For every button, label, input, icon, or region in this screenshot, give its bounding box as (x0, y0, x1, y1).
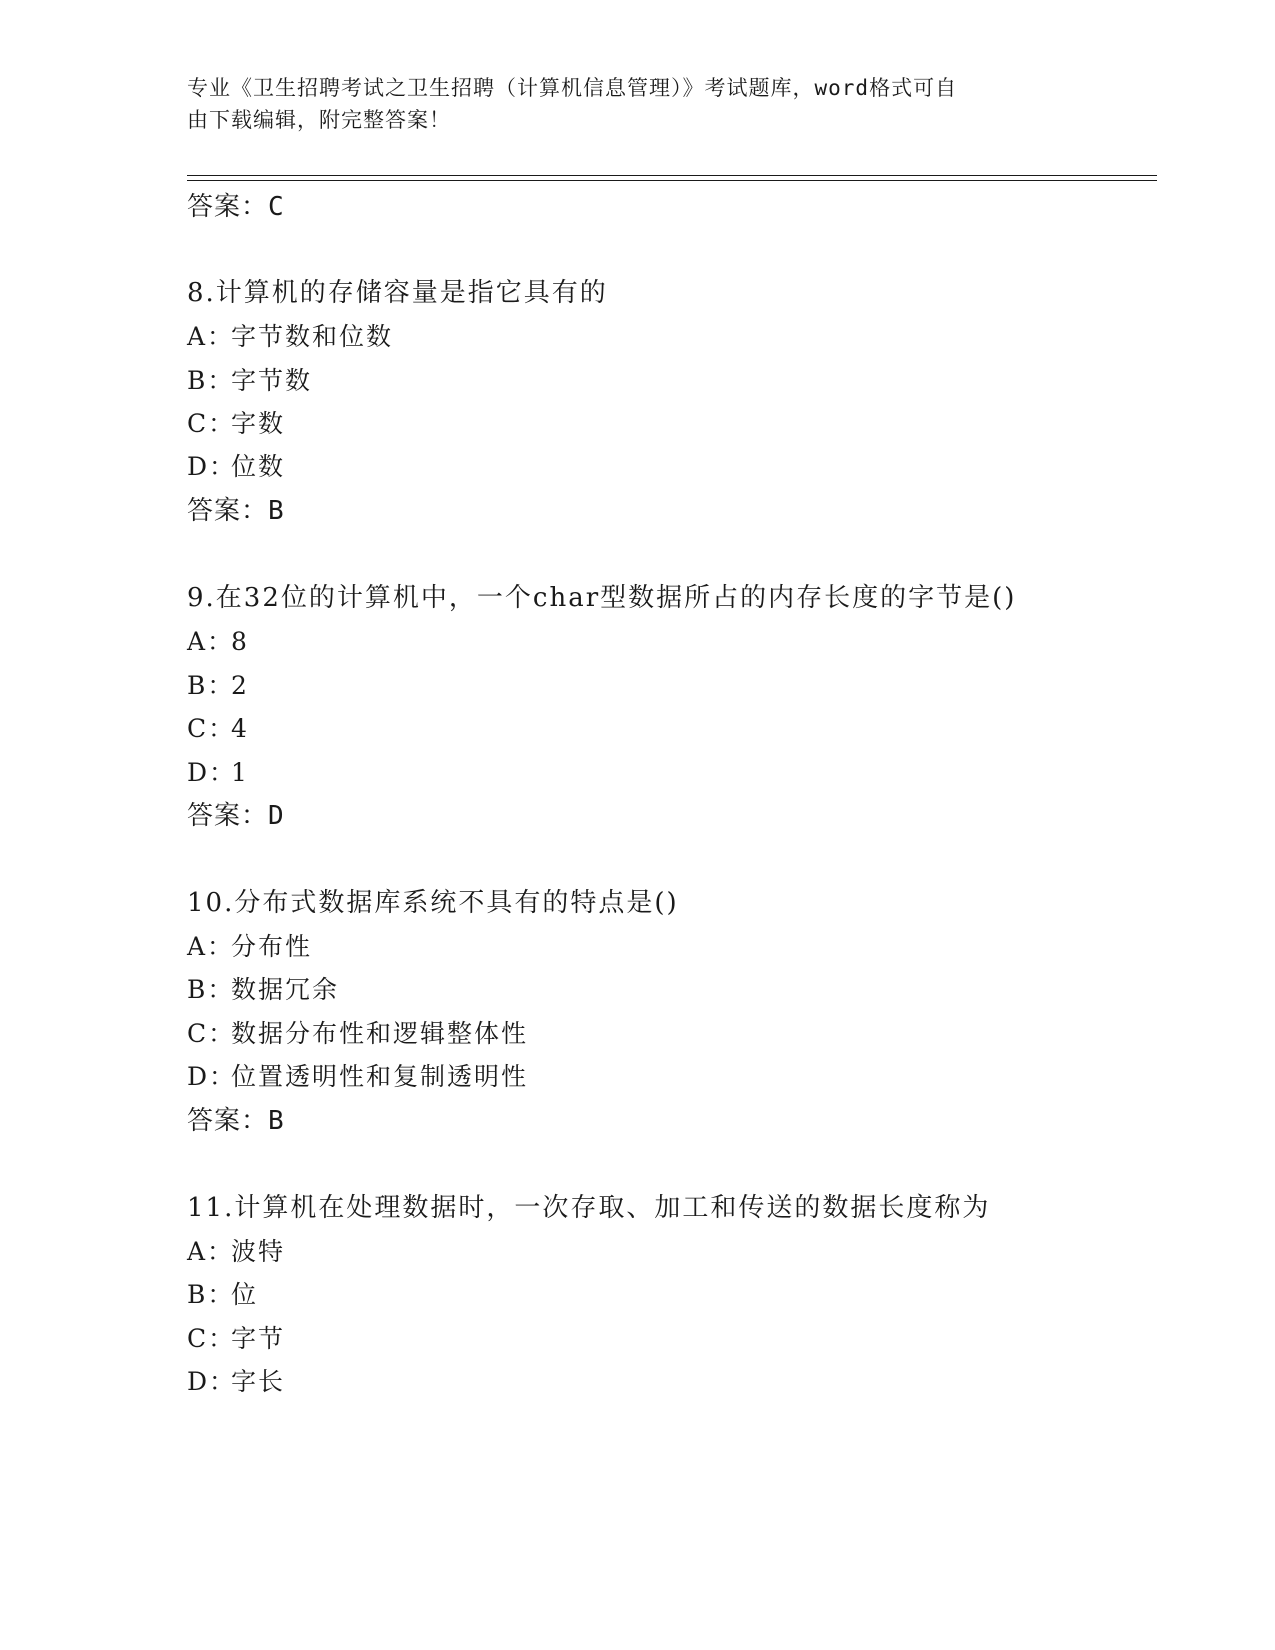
option-text: 字节 (231, 1324, 286, 1353)
option-letter: C： (187, 1324, 236, 1353)
header-rule-upper (187, 175, 1157, 176)
question-8-text: 8.计算机的存储容量是指它具有的 (187, 278, 608, 308)
question-10-text: 10.分布式数据库系统不具有的特点是() (187, 888, 679, 918)
question-8-option-a (187, 320, 393, 354)
option-text: 位数 (231, 452, 286, 481)
option-letter: D： (187, 1062, 237, 1091)
header-line-2: 由下载编辑，附完整答案！ (187, 108, 451, 132)
question-11-option-a (187, 1235, 285, 1269)
question-9-option-a (187, 625, 249, 659)
option-text: 数据冗余 (231, 975, 340, 1004)
question-9-answer: 答案：D (187, 801, 285, 831)
option-letter: B： (187, 366, 235, 395)
question-8-option-d (187, 450, 285, 484)
option-text: 1 (231, 758, 249, 787)
option-text: 位 (231, 1280, 259, 1309)
option-text: 2 (231, 671, 249, 700)
option-text: 8 (231, 627, 249, 656)
option-letter: A： (187, 322, 235, 351)
option-text: 数据分布性和逻辑整体性 (231, 1019, 529, 1048)
question-11-option-d (187, 1365, 285, 1399)
option-letter: A： (187, 627, 235, 656)
question-10-answer: 答案：B (187, 1106, 285, 1136)
option-text: 4 (231, 714, 249, 743)
option-text: 波特 (231, 1237, 286, 1266)
option-text: 字数 (231, 409, 286, 438)
question-8-option-c (187, 407, 285, 441)
option-letter: B： (187, 671, 235, 700)
question-11-text: 11.计算机在处理数据时，一次存取、加工和传送的数据长度称为 (187, 1193, 991, 1223)
option-text: 字长 (231, 1367, 286, 1396)
option-letter: B： (187, 975, 235, 1004)
option-letter: D： (187, 1367, 237, 1396)
header-line-1: 专业《卫生招聘考试之卫生招聘（计算机信息管理）》考试题库，word格式可自 (187, 76, 958, 100)
question-10-option-a (187, 930, 312, 964)
option-letter: D： (187, 758, 237, 787)
question-10-option-d (187, 1060, 528, 1094)
question-9-option-c (187, 712, 249, 746)
option-letter: B： (187, 1280, 235, 1309)
question-8-option-b (187, 364, 312, 398)
option-letter: D： (187, 452, 237, 481)
option-letter: C： (187, 409, 236, 438)
question-9-option-d (187, 756, 249, 790)
question-10-option-c (187, 1017, 528, 1051)
option-letter: C： (187, 1019, 236, 1048)
document-header (187, 72, 1067, 136)
header-rule-lower (187, 180, 1157, 181)
option-text: 位置透明性和复制透明性 (231, 1062, 529, 1091)
question-9-text: 9.在32位的计算机中，一个char型数据所占的内存长度的字节是() (187, 583, 1017, 613)
question-11-option-c (187, 1322, 285, 1356)
option-text: 字节数 (231, 366, 313, 395)
question-11-option-b (187, 1278, 258, 1312)
question-9-option-b (187, 669, 249, 703)
option-letter: A： (187, 1237, 235, 1266)
question-10-option-b (187, 973, 339, 1007)
option-letter: C： (187, 714, 236, 743)
previous-answer: 答案：C (187, 192, 285, 222)
question-8-answer: 答案：B (187, 496, 285, 526)
option-text: 分布性 (231, 932, 313, 961)
option-letter: A： (187, 932, 235, 961)
option-text: 字节数和位数 (231, 322, 394, 351)
